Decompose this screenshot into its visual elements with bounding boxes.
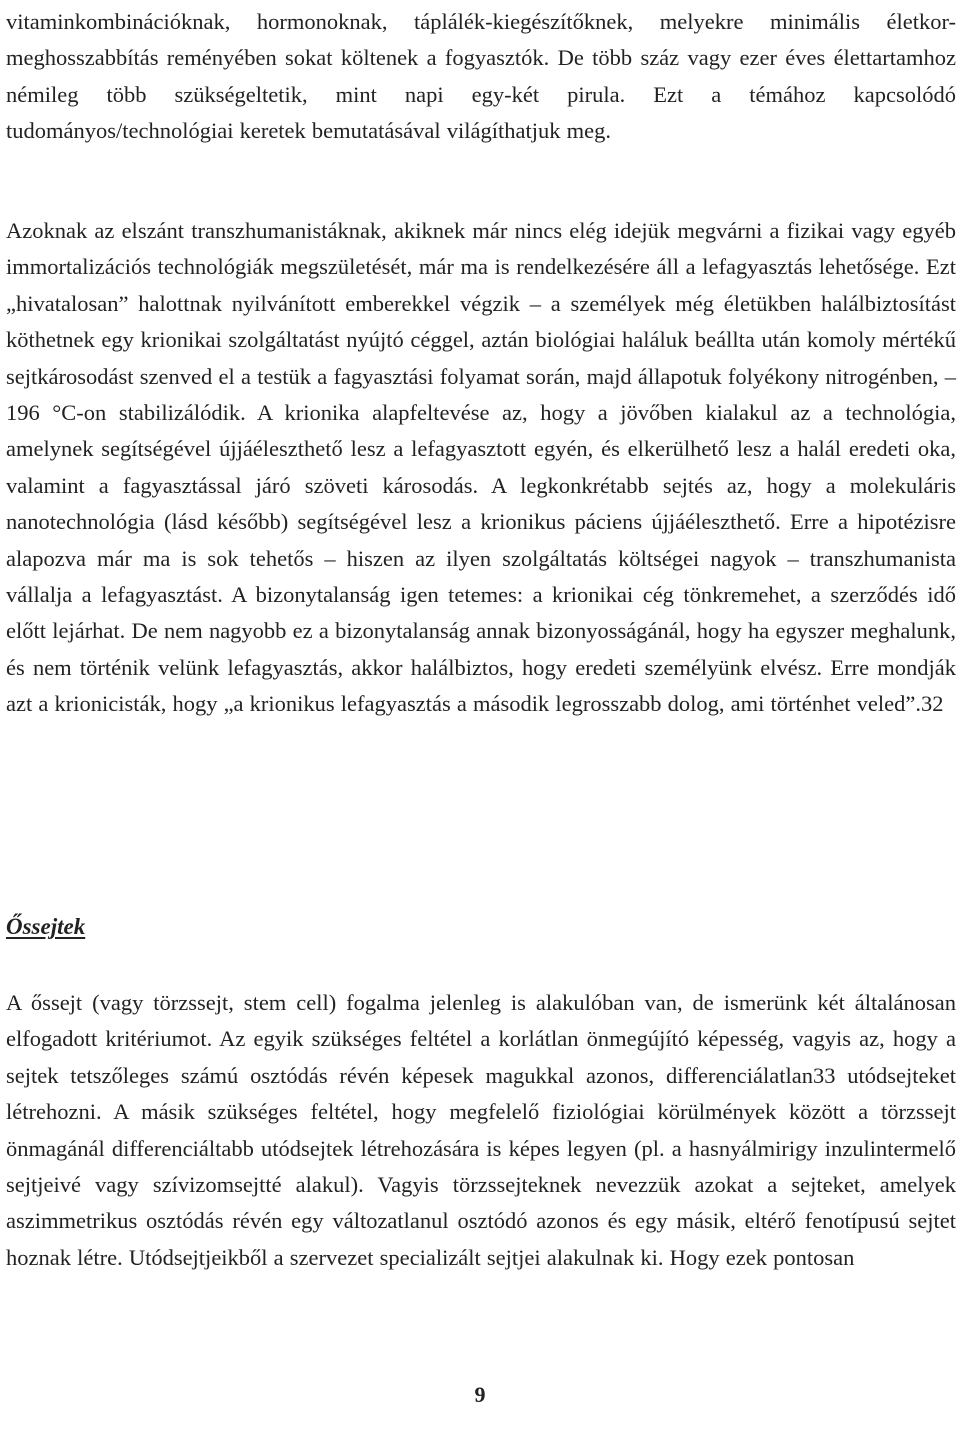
paragraph-anti-aging: vitaminkombinációknak, hormonoknak, táplálék-kiegészítőknek, melyekre minimális életkor-meghosszabbítás reményében sokat költenek a fogyasztók. De több száz vagy ezer éves élettartamhoz némileg több szükségeltetik, mint napi egy-két pirula. Ezt a témához kapcsolódó tudományos/technológiai keretek bemutatásával világíthatjuk meg. <box>6 9 956 144</box>
page-number: 9 <box>474 1382 486 1407</box>
paragraph-cryonics: Azoknak az elszánt transzhumanistáknak, akiknek már nincs elég idejük megvárni a fizikai vagy egyéb immortalizációs technológiák megszületését, már ma is rendelkezésére áll a lefagyasztás lehetősége. Ezt „hivatalosan” halottnak nyilvánított emberekkel végzik – a személyek még életükben halálbiztosítást köthetnek egy krionikai szolgáltatást nyújtó céggel, aztán biológiai haláluk beállta után komoly mértékű sejtkárosodást szenved el a testük a fagyasztási folyamat során, majd állapotuk folyékony nitrogénben, –196 °C-on stabilizálódik. A krionika alapfeltevése az, hogy a jövőben kialakul az a technológia, amelynek segítségével újjáéleszthető lesz a lefagyasztott egyén, és elkerülhető lesz a halál eredeti oka, valamint a fagyasztással járó szöveti károsodás. A legkonkrétabb sejtés az, hogy a molekuláris nanotechnológia (lásd később) segítségével lesz a krionikus páciens újjáéleszthető. Erre a hipotézisre alapozva már ma is sok tehetős – hiszen az ilyen szolgáltatás költségei nagyok – transzhumanista vállalja a lefagyasztást. A bizonytalanság igen tetemes: a krionikai cég tönkremehet, a szerződés idő előtt lejárhat. De nem nagyobb ez a bizonytalanság annak bizonyosságánál, hogy ha egyszer meghalunk, és nem történik velünk lefagyasztás, akkor halálbiztos, hogy eredeti személyünk elvész. Erre mondják azt a krionicisták, hogy „a krionikus lefagyasztás a második legrosszabb dolog, ami történhet veled”.32 <box>6 218 956 717</box>
section-heading-stem-cells: Őssejtek <box>6 914 86 939</box>
document-page <box>6 0 956 1436</box>
paragraph-stem-cells: A őssejt (vagy törzssejt, stem cell) fogalma jelenleg is alakulóban van, de ismerünk két általánosan elfogadott kritériumot. Az egyik szükséges feltétel a korlátlan önmegújító képesség, vagyis az, hogy a sejtek tetszőleges számú osztódás révén képesek magukkal azonos, differenciálatlan33 utódsejteket létrehozni. A másik szükséges feltétel, hogy megfelelő fiziológiai körülmények között a törzssejt önmagánál differenciáltabb utódsejtek létrehozására is képes legyen (pl. a hasnyálmirigy inzulintermelő sejtjeivé vagy szívizomsejtté alakul). Vagyis törzssejteknek nevezzük azokat a sejteket, amelyek aszimmetrikus osztódás révén egy változatlanul osztódó azonos és egy másik, eltérő fenotípusú sejtet hoznak létre. Utódsejtjeikből a szervezet specializált sejtjei alakulnak ki. Hogy ezek pontosan <box>6 990 956 1270</box>
